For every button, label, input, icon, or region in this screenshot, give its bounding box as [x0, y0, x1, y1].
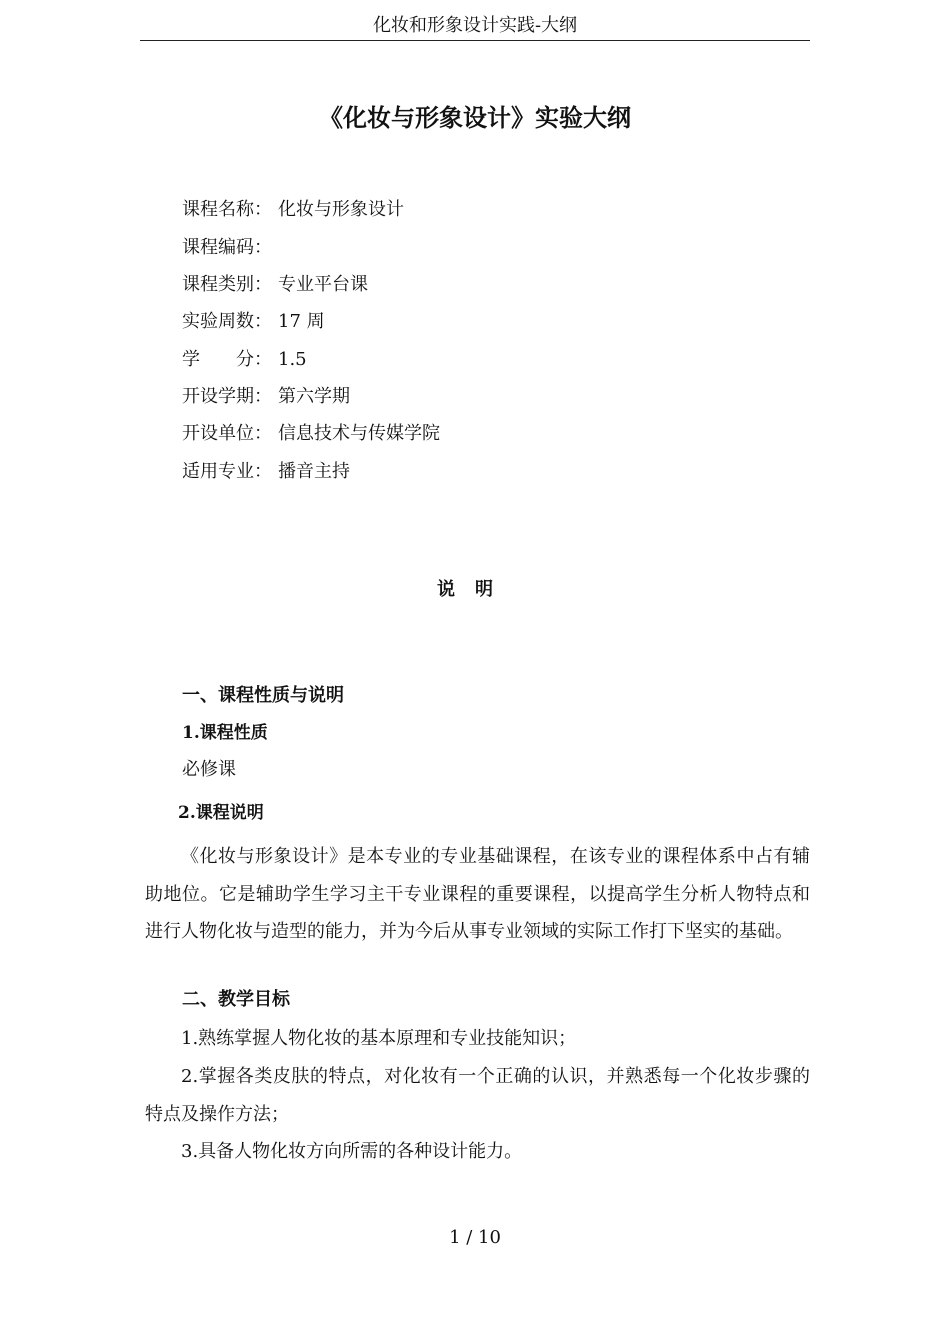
- goal-item: 1.熟练掌握人物化妆的基本原理和专业技能知识；: [181, 1028, 577, 1049]
- goal-item: 3.具备人物化妆方向所需的各种设计能力。: [181, 1141, 523, 1162]
- info-value: 第六学期: [278, 386, 350, 407]
- info-semester: [182, 385, 350, 409]
- subheading-course-description: 2.课程说明: [178, 803, 264, 823]
- info-value: 专业平台课: [278, 274, 368, 295]
- info-label: 学 分：: [182, 349, 272, 370]
- goal-item: 2.掌握各类皮肤的特点，对化妆有一个正确的认识，并熟悉每一个化妆步骤的特点及操作方法；: [145, 1066, 810, 1125]
- course-description-paragraph: 《化妆与形象设计》是本专业的专业基础课程，在该专业的课程体系中占有辅助地位。它是辅助学生学习主干专业课程的重要课程，以提高学生分析人物特点和进行人物化妆与造型的能力，并为今后从事专业领域的实际工作打下坚实的基础。: [145, 846, 810, 942]
- info-label: 适用专业：: [182, 461, 272, 482]
- section-title: 说明: [437, 579, 513, 600]
- info-value: 信息技术与传媒学院: [278, 423, 440, 444]
- info-department: [182, 422, 440, 446]
- info-value: 1.5: [278, 349, 307, 370]
- info-label: 开设学期：: [182, 386, 272, 407]
- info-value: 17 周: [278, 311, 325, 332]
- info-credits: [182, 348, 307, 372]
- heading-teaching-goals: 二、教学目标: [182, 989, 290, 1010]
- document-title: 《化妆与形象设计》实验大纲: [319, 103, 631, 132]
- info-course-code: [182, 236, 278, 260]
- info-label: 课程编码：: [182, 237, 272, 258]
- info-weeks: [182, 310, 325, 334]
- info-label: 课程名称：: [182, 199, 272, 220]
- info-value: 化妆与形象设计: [278, 199, 404, 220]
- info-label: 开设单位：: [182, 423, 272, 444]
- course-nature-text: 必修课: [182, 759, 236, 780]
- info-label: 实验周数：: [182, 311, 272, 332]
- info-course-type: [182, 273, 368, 297]
- info-value: 播音主持: [278, 461, 350, 482]
- subheading-course-nature: 1.课程性质: [182, 723, 268, 743]
- info-label: 课程类别：: [182, 274, 272, 295]
- info-major: [182, 460, 350, 484]
- page-number: 1 / 10: [449, 1227, 501, 1248]
- info-course-name: [182, 198, 404, 222]
- header-rule: [140, 40, 810, 41]
- heading-course-nature: 一、课程性质与说明: [182, 685, 344, 706]
- running-header: 化妆和形象设计实践-大纲: [372, 15, 578, 36]
